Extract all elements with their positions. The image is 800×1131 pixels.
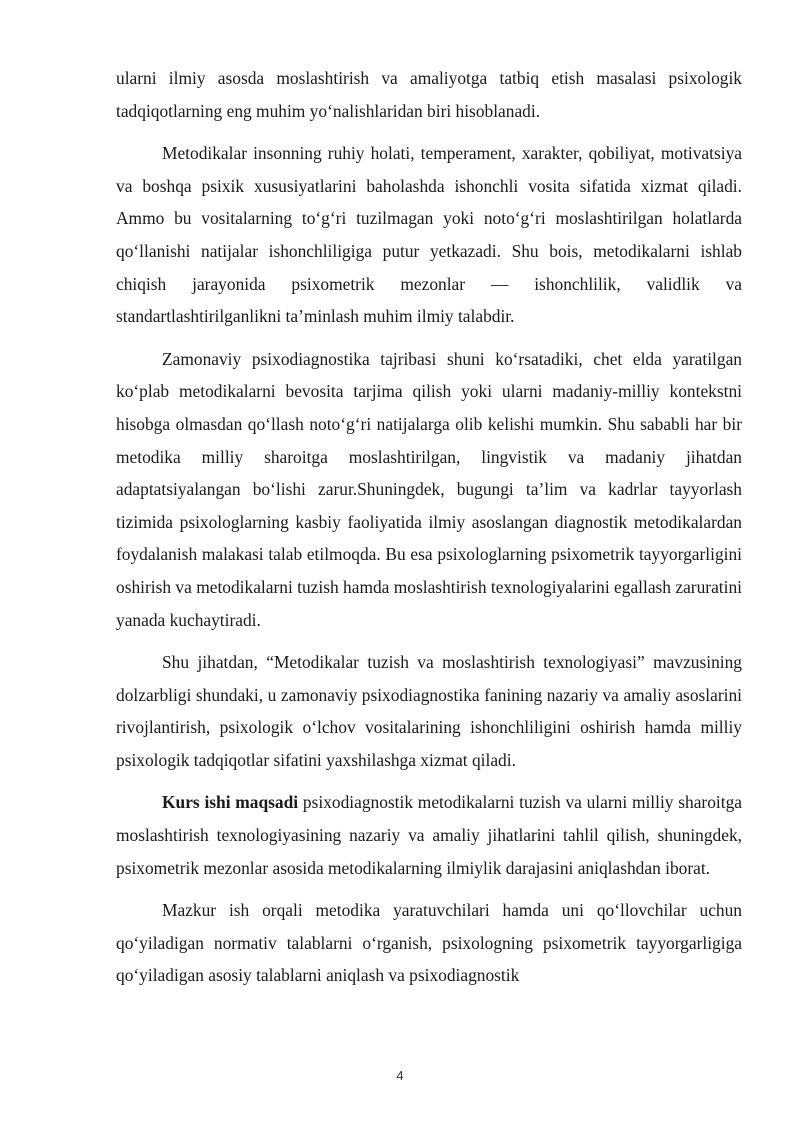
document-body (116, 62, 742, 1002)
course-goal-heading: Kurs ishi maqsadi (162, 792, 299, 813)
paragraph-tasks: Mazkur ish orqali metodika yaratuvchilari hamda uni qo‘llovchilar uchun qo‘yiladigan normativ talablarni o‘rganish, psixologning psixometrik tayyorgarligiga qo‘yiladigan asosiy talablarni aniqlash va psixodiagnostik (116, 900, 742, 986)
paragraph-methods-reliability: Metodikalar insonning ruhiy holati, temperament, xarakter, qobiliyat, motivatsiya va boshqa psixik xususiyatlarini baholashda ishonchli vosita sifatida xizmat qiladi. Ammo bu vositalarning to‘g‘ri tuzilmagan yoki noto‘g‘ri moslashtirilgan holatlarda qo‘llanishi natijalar ishonchliligiga putur yetkazadi. Shu bois, metodikalarni ishlab chiqish jarayonida psixometrik mezonlar — ishonchlilik, validlik va standartlashtirilganlikni ta’minlash muhim ilmiy talabdir. (116, 143, 742, 327)
course-goal-text: psixodiagnostik metodikalarni tuzish va ularni milliy sharoitga moslashtirish texnologiyasining nazariy va amaliy jihatlarini tahlil qilish, shuningdek, psixometrik mezonlar asosida metodikalarning ilmiylik darajasini aniqlashdan iborat. (116, 792, 742, 878)
paragraph-intro-continuation: ularni ilmiy asosda moslashtirish va amaliyotga tatbiq etish masalasi psixologik tadqiqotlarning eng muhim yo‘nalishlaridan biri hisoblanadi. (116, 68, 742, 121)
paragraph-course-goal (116, 786, 742, 884)
paragraph-topic-relevance: Shu jihatdan, “Metodikalar tuzish va moslashtirish texnologiyasi” mavzusining dolzarbligi shundaki, u zamonaviy psixodiagnostika fanining nazariy va amaliy asoslarini rivojlantirish, psixologik o‘lchov vositalarining ishonchliligini oshirish hamda milliy psixologik tadqiqotlar sifatini yaxshilashga xizmat qiladi. (116, 652, 742, 770)
paragraph-adaptation-need: Zamonaviy psixodiagnostika tajribasi shuni ko‘rsatadiki, chet elda yaratilgan ko‘plab metodikalarni bevosita tarjima qilish yoki ularni madaniy-milliy kontekstni hisobga olmasdan qo‘llash noto‘g‘ri natijalarga olib kelishi mumkin. Shu sababli har bir metodika milliy sharoitga moslashtirilgan, lingvistik va madaniy jihatdan adaptatsiyalangan bo‘lishi zarur.Shuningdek, bugungi ta’lim va kadrlar tayyorlash tizimida psixologlarning kasbiy faoliyatida ilmiy asoslangan diagnostik metodikalardan foydalanish malakasi talab etilmoqda. Bu esa psixologlarning psixometrik tayyorgarligini oshirish va metodikalarni tuzish hamda moslashtirish texnologiyalarini egallash zaruratini yanada kuchaytiradi. (116, 348, 742, 630)
page-number: 4 (396, 1068, 404, 1083)
